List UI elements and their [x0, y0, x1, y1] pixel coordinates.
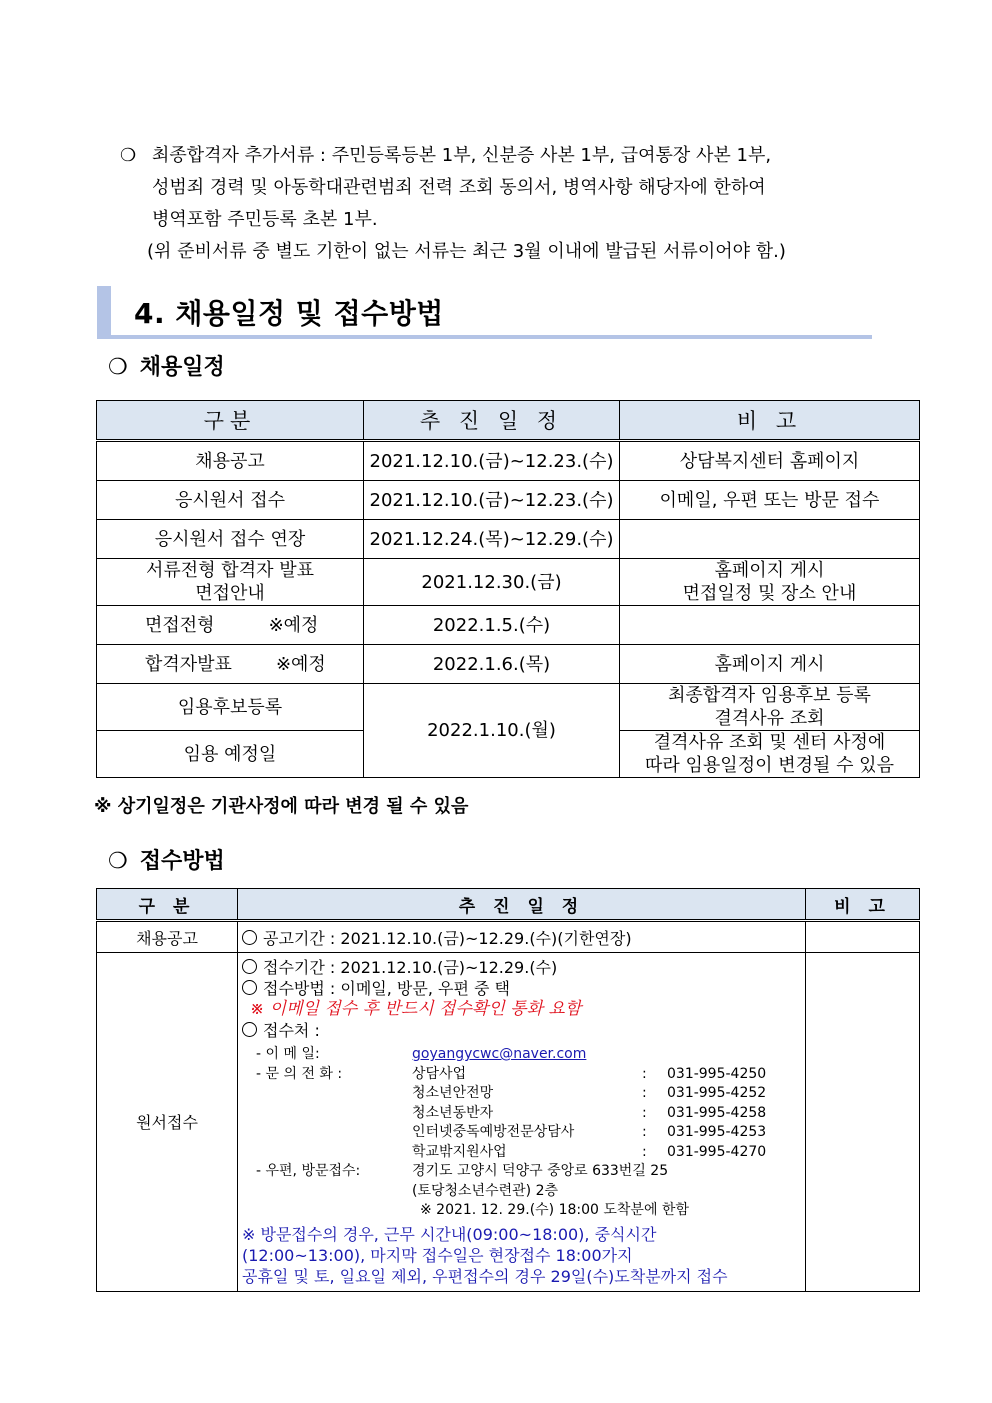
method-heading — [108, 844, 225, 875]
row-item: 원서접수 — [97, 953, 238, 1292]
row-item: 임용 예정일 — [97, 731, 364, 778]
row-note — [620, 731, 920, 778]
row-item-line-1: 서류전형 합격자 발표 — [146, 560, 314, 581]
row-note-line-1: 홈페이지 게시 — [714, 560, 825, 581]
row-note — [806, 953, 920, 1292]
email-warning: ※ 이메일 접수 후 반드시 접수확인 통화 요함 — [250, 999, 582, 1019]
phone-row — [242, 1143, 801, 1163]
phone-number: 031-995-4258 — [667, 1104, 767, 1121]
header-remarks: 비 고 — [620, 401, 920, 440]
table-row — [97, 559, 920, 606]
intro-line-1 — [120, 140, 771, 172]
intro-line-4: (위 준비서류 중 별도 기한이 없는 서류는 최근 3월 이내에 발급된 서류이어야 함.) — [147, 241, 786, 262]
table-header-row — [97, 401, 920, 440]
intro-line-2: 성범죄 경력 및 아동학대관련범죄 전력 조회 동의서, 병역사항 해당자에 한하여 — [152, 177, 766, 198]
circle-bullet-icon — [242, 930, 257, 945]
place-line — [242, 1020, 801, 1041]
method-line — [242, 978, 801, 999]
row-note: 홈페이지 게시 — [620, 645, 920, 684]
row-date: 2022.1.5.(수) — [364, 606, 620, 645]
notice-line-3: 공휴일 및 토, 일요일 제외, 우편접수의 경우 29일(수)도착분까지 접수 — [242, 1266, 728, 1286]
deadline-text: ※ 2021. 12. 29.(수) 18:00 도착분에 한함 — [420, 1202, 689, 1218]
phone-colon: : — [642, 1104, 647, 1121]
row-note: 이메일, 우편 또는 방문 접수 — [620, 481, 920, 520]
row-date-merged: 2022.1.10.(월) — [364, 684, 620, 778]
schedule-heading-text: 채용일정 — [139, 355, 225, 380]
circle-bullet-icon — [242, 1022, 257, 1037]
phone-number: 031-995-4270 — [667, 1143, 767, 1160]
row-note-line-1: 최종합격자 임용후보 등록 — [668, 685, 871, 706]
phone-number: 031-995-4252 — [667, 1085, 767, 1101]
intro-line-3: 병역포함 주민등록 초본 1부. — [152, 209, 378, 230]
table-header-row — [97, 889, 920, 920]
method-table — [96, 888, 920, 1292]
row-date: 2021.12.24.(목)~12.29.(수) — [364, 520, 620, 559]
row-content-text: 공고기간 : 2021.12.10.(금)~12.29.(수)(기한연장) — [263, 928, 632, 948]
phone-colon: : — [642, 1065, 647, 1082]
phone-name: 학교밖지원사업 — [412, 1143, 507, 1160]
schedule-heading — [108, 350, 225, 381]
circle-bullet-icon: ❍ — [120, 145, 137, 166]
section-underline — [97, 335, 872, 339]
header-schedule: 추 진 일 정 — [238, 889, 806, 920]
row-note-line-1: 결격사유 조회 및 센터 사정에 — [653, 732, 886, 753]
address-line-2: (토당청소년수련관) 2층 — [412, 1182, 558, 1199]
intro-text-1: 최종합격자 추가서류 : 주민등록등본 1부, 신분증 사본 1부, 급여통장 사본 1부, — [152, 145, 772, 166]
phone-colon: : — [642, 1143, 647, 1160]
row-note — [620, 606, 920, 645]
circle-bullet-icon: ❍ — [108, 355, 128, 380]
table-row — [97, 442, 920, 481]
table-row — [97, 481, 920, 520]
table-row — [97, 606, 920, 645]
row-date: 2021.12.10.(금)~12.23.(수) — [364, 481, 620, 520]
header-schedule: 추 진 일 정 — [364, 401, 620, 440]
row-content — [238, 922, 806, 953]
phone-row — [242, 1104, 801, 1124]
row-item-text: 합격자발표 — [145, 653, 232, 675]
notice-line-2: (12:00~13:00), 마지막 접수일은 현장접수 18:00가지 — [242, 1245, 633, 1265]
row-item: 응시원서 접수 연장 — [97, 520, 364, 559]
address-line-1: 경기도 고양시 덕양구 중앙로 633번길 25 — [412, 1163, 669, 1179]
email-row — [242, 1045, 801, 1065]
table-row — [97, 520, 920, 559]
row-note — [806, 922, 920, 953]
row-note-line-2: 결격사유 조회 — [714, 708, 825, 729]
phone-number: 031-995-4253 — [667, 1124, 767, 1140]
row-note: 상담복지센터 홈페이지 — [620, 442, 920, 481]
post-label: - 우편, 방문접수: — [256, 1163, 361, 1179]
post-row — [242, 1162, 801, 1182]
period-line — [242, 957, 801, 978]
deadline-row — [242, 1201, 801, 1221]
method-text: 접수방법 : 이메일, 방문, 우편 중 택 — [263, 979, 511, 998]
phone-row — [242, 1065, 801, 1085]
table-row — [97, 922, 920, 953]
row-item: 응시원서 접수 — [97, 481, 364, 520]
phone-row — [242, 1084, 801, 1104]
row-item-text: 면접전형 — [145, 614, 215, 636]
row-note — [620, 684, 920, 731]
row-item: 채용공고 — [97, 922, 238, 953]
email-link[interactable]: goyangycwc@naver.com — [412, 1046, 587, 1062]
row-content — [238, 953, 806, 1292]
notice-line-1: ※ 방문접수의 경우, 근무 시간내(09:00~18:00), 중식시간 — [242, 1224, 657, 1244]
section-title: 4. 채용일정 및 접수방법 — [134, 297, 444, 330]
row-item — [97, 645, 364, 684]
phone-label: - 문 의 전 화 : — [256, 1065, 343, 1082]
contact-block — [242, 1045, 801, 1221]
method-heading-text: 접수방법 — [139, 849, 225, 874]
row-note-line-2: 면접일정 및 장소 안내 — [682, 583, 857, 604]
circle-bullet-icon — [242, 959, 257, 974]
email-label: - 이 메 일: — [256, 1046, 320, 1062]
phone-colon: : — [642, 1085, 647, 1101]
row-item-tag: ※예정 — [268, 614, 319, 636]
phone-name: 청소년동반자 — [412, 1104, 494, 1121]
circle-bullet-icon: ❍ — [108, 849, 128, 874]
row-item: 채용공고 — [97, 442, 364, 481]
row-item-line-2: 면접안내 — [195, 583, 265, 604]
phone-number: 031-995-4250 — [667, 1065, 767, 1082]
section-accent-bar — [97, 286, 111, 336]
phone-name: 청소년안전망 — [412, 1085, 494, 1101]
header-remarks: 비 고 — [806, 889, 920, 920]
row-note — [620, 520, 920, 559]
phone-row — [242, 1123, 801, 1143]
row-date: 2021.12.10.(금)~12.23.(수) — [364, 442, 620, 481]
row-item — [97, 606, 364, 645]
period-text: 접수기간 : 2021.12.10.(금)~12.29.(수) — [263, 958, 558, 977]
table-row — [97, 645, 920, 684]
header-category: 구 분 — [97, 889, 238, 920]
phone-colon: : — [642, 1124, 647, 1140]
row-item-tag: ※예정 — [275, 653, 326, 675]
schedule-footnote: ※ 상기일정은 기관사정에 따라 변경 될 수 있음 — [94, 796, 469, 817]
table-row — [97, 953, 920, 1292]
phone-name: 상담사업 — [412, 1065, 467, 1082]
row-note — [620, 559, 920, 606]
circle-bullet-icon — [242, 980, 257, 995]
table-row — [97, 684, 920, 731]
schedule-table — [96, 400, 920, 778]
row-item: 임용후보등록 — [97, 684, 364, 731]
row-note-line-2: 따라 임용일정이 변경될 수 있음 — [645, 755, 894, 776]
row-item — [97, 559, 364, 606]
post-row — [242, 1182, 801, 1202]
phone-name: 인터넷중독예방전문상담사 — [412, 1124, 575, 1140]
row-date: 2022.1.6.(목) — [364, 645, 620, 684]
row-date: 2021.12.30.(금) — [364, 559, 620, 606]
header-category: 구분 — [97, 401, 364, 440]
place-text: 접수처 : — [263, 1021, 320, 1040]
